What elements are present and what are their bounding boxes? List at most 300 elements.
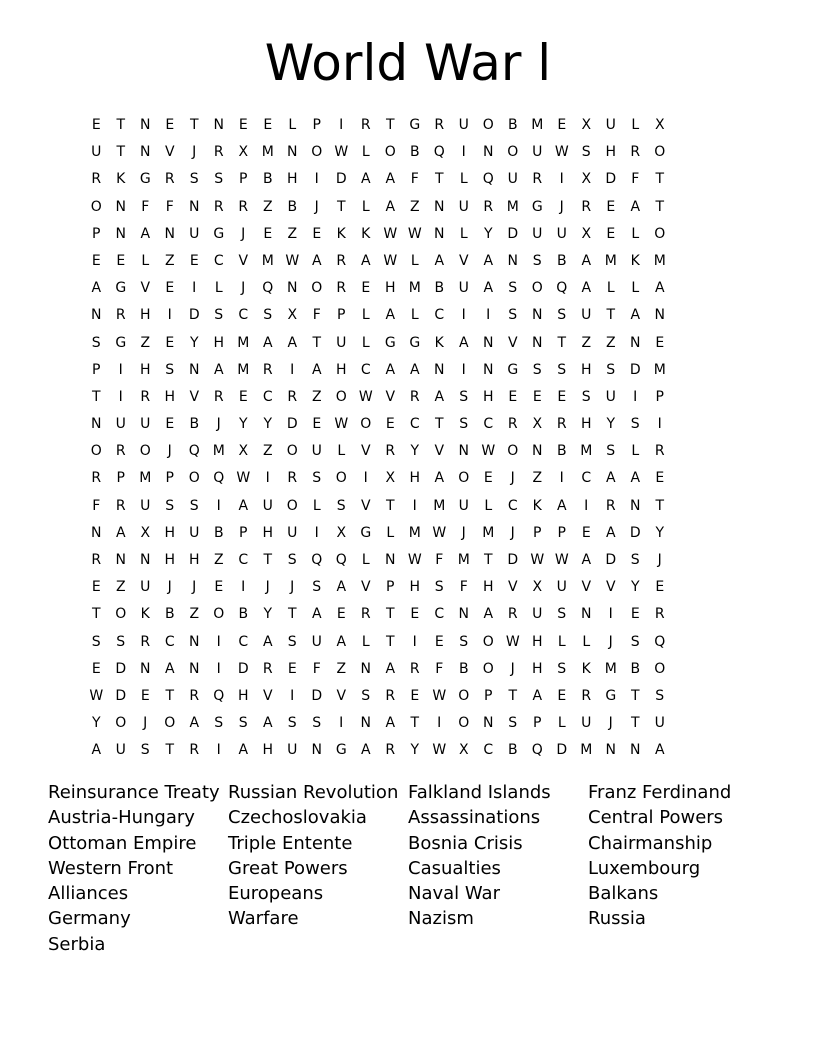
grid-letter[interactable]: C: [262, 388, 273, 405]
grid-letter[interactable]: U: [458, 117, 469, 133]
grid-letter[interactable]: D: [237, 660, 249, 677]
grid-letter[interactable]: S: [287, 633, 297, 650]
grid-letter[interactable]: A: [91, 280, 102, 297]
grid-letter[interactable]: Y: [91, 715, 101, 732]
grid-letter[interactable]: G: [335, 742, 347, 759]
grid-letter[interactable]: N: [91, 524, 102, 541]
grid-letter[interactable]: I: [363, 470, 368, 487]
grid-letter[interactable]: J: [608, 633, 613, 650]
grid-letter[interactable]: A: [91, 742, 102, 759]
grid-letter[interactable]: V: [434, 443, 445, 460]
grid-letter[interactable]: F: [165, 198, 174, 215]
grid-letter[interactable]: R: [556, 416, 567, 433]
grid-letter[interactable]: T: [434, 416, 444, 433]
grid-letter[interactable]: H: [237, 687, 249, 704]
grid-letter[interactable]: J: [192, 144, 197, 161]
grid-letter[interactable]: Z: [605, 334, 616, 351]
grid-letter[interactable]: L: [557, 633, 566, 650]
grid-letter[interactable]: L: [557, 715, 566, 732]
grid-letter[interactable]: V: [581, 579, 592, 596]
grid-letter[interactable]: O: [531, 280, 543, 297]
grid-letter[interactable]: N: [287, 144, 298, 161]
grid-letter[interactable]: Z: [164, 252, 175, 269]
grid-letter[interactable]: E: [312, 225, 322, 242]
grid-letter[interactable]: X: [532, 579, 543, 596]
grid-letter[interactable]: G: [605, 687, 617, 704]
grid-letter[interactable]: L: [361, 198, 370, 215]
grid-letter[interactable]: S: [312, 470, 322, 487]
grid-letter[interactable]: H: [213, 334, 225, 351]
grid-letter[interactable]: Z: [262, 443, 273, 460]
grid-letter[interactable]: Q: [335, 552, 347, 568]
grid-letter[interactable]: S: [508, 307, 518, 324]
grid-letter[interactable]: O: [654, 144, 666, 161]
grid-letter[interactable]: L: [361, 334, 370, 351]
grid-letter[interactable]: N: [630, 742, 641, 759]
grid-letter[interactable]: P: [165, 470, 174, 487]
grid-letter[interactable]: H: [139, 307, 151, 324]
grid-letter[interactable]: N: [630, 497, 641, 514]
grid-letter[interactable]: L: [141, 252, 150, 269]
grid-letter[interactable]: R: [238, 198, 249, 215]
grid-letter[interactable]: I: [657, 416, 662, 433]
grid-letter[interactable]: N: [483, 715, 494, 732]
grid-letter[interactable]: U: [581, 307, 592, 324]
grid-letter[interactable]: L: [459, 225, 468, 242]
grid-letter[interactable]: W: [383, 225, 398, 242]
grid-letter[interactable]: R: [115, 443, 126, 460]
grid-letter[interactable]: E: [312, 416, 322, 433]
grid-letter[interactable]: O: [654, 660, 666, 677]
grid-letter[interactable]: I: [559, 171, 564, 188]
grid-letter[interactable]: A: [654, 742, 665, 759]
grid-letter[interactable]: S: [557, 307, 567, 324]
grid-letter[interactable]: N: [458, 606, 469, 623]
grid-letter[interactable]: E: [557, 388, 567, 405]
grid-letter[interactable]: V: [360, 579, 371, 596]
grid-letter[interactable]: I: [216, 633, 221, 650]
grid-letter[interactable]: P: [655, 388, 664, 405]
grid-letter[interactable]: L: [582, 633, 591, 650]
grid-letter[interactable]: O: [384, 144, 396, 161]
grid-letter[interactable]: L: [361, 144, 370, 161]
grid-letter[interactable]: B: [189, 416, 200, 433]
grid-letter[interactable]: S: [336, 497, 346, 514]
grid-letter[interactable]: Y: [189, 334, 199, 351]
grid-letter[interactable]: T: [630, 687, 640, 704]
grid-letter[interactable]: N: [287, 280, 298, 297]
grid-letter[interactable]: S: [263, 307, 273, 324]
grid-letter[interactable]: A: [115, 524, 126, 541]
grid-letter[interactable]: I: [290, 361, 295, 378]
grid-letter[interactable]: Q: [311, 552, 323, 568]
grid-letter[interactable]: M: [482, 524, 495, 541]
grid-letter[interactable]: Y: [410, 443, 420, 460]
grid-letter[interactable]: J: [510, 524, 515, 541]
grid-letter[interactable]: N: [360, 715, 371, 732]
grid-letter[interactable]: E: [361, 280, 371, 297]
grid-letter[interactable]: F: [141, 198, 150, 215]
grid-letter[interactable]: M: [457, 552, 470, 568]
grid-letter[interactable]: H: [482, 579, 494, 596]
grid-letter[interactable]: U: [311, 633, 322, 650]
grid-letter[interactable]: W: [481, 443, 496, 460]
grid-letter[interactable]: M: [506, 198, 519, 215]
grid-letter[interactable]: E: [140, 687, 150, 704]
grid-letter[interactable]: A: [311, 361, 322, 378]
grid-letter[interactable]: G: [531, 198, 543, 215]
grid-letter[interactable]: F: [631, 171, 640, 188]
grid-letter[interactable]: R: [507, 606, 518, 623]
grid-letter[interactable]: T: [165, 687, 175, 704]
grid-letter[interactable]: B: [409, 144, 420, 161]
grid-letter[interactable]: O: [482, 117, 494, 133]
grid-letter[interactable]: T: [91, 606, 101, 623]
grid-letter[interactable]: D: [507, 225, 519, 242]
grid-letter[interactable]: B: [507, 742, 518, 759]
grid-letter[interactable]: L: [361, 307, 370, 324]
grid-letter[interactable]: W: [236, 470, 251, 487]
grid-letter[interactable]: O: [115, 606, 127, 623]
grid-letter[interactable]: Z: [409, 198, 420, 215]
grid-letter[interactable]: X: [287, 307, 298, 324]
grid-letter[interactable]: E: [238, 117, 248, 133]
grid-letter[interactable]: W: [554, 144, 569, 161]
grid-letter[interactable]: T: [189, 117, 199, 133]
grid-letter[interactable]: Z: [189, 606, 200, 623]
grid-letter[interactable]: R: [287, 388, 298, 405]
grid-letter[interactable]: D: [556, 742, 568, 759]
grid-letter[interactable]: S: [581, 144, 591, 161]
grid-letter[interactable]: I: [339, 715, 344, 732]
grid-letter[interactable]: H: [164, 524, 176, 541]
grid-letter[interactable]: Z: [336, 660, 347, 677]
grid-letter[interactable]: N: [532, 443, 543, 460]
grid-letter[interactable]: O: [139, 443, 151, 460]
grid-letter[interactable]: F: [410, 171, 419, 188]
grid-letter[interactable]: K: [581, 660, 591, 677]
grid-letter[interactable]: E: [238, 388, 248, 405]
grid-letter[interactable]: Q: [482, 171, 494, 188]
grid-letter[interactable]: E: [91, 117, 101, 133]
grid-letter[interactable]: N: [213, 117, 224, 133]
grid-letter[interactable]: Z: [262, 198, 273, 215]
grid-letter[interactable]: S: [508, 280, 518, 297]
grid-letter[interactable]: T: [312, 334, 322, 351]
grid-letter[interactable]: A: [213, 361, 224, 378]
grid-letter[interactable]: A: [385, 307, 396, 324]
grid-letter[interactable]: A: [238, 497, 249, 514]
grid-letter[interactable]: L: [386, 524, 395, 541]
grid-letter[interactable]: S: [238, 715, 248, 732]
grid-letter[interactable]: M: [408, 524, 421, 541]
grid-letter[interactable]: G: [360, 524, 372, 541]
grid-letter[interactable]: I: [314, 171, 319, 188]
grid-letter[interactable]: P: [312, 117, 321, 133]
grid-letter[interactable]: Y: [263, 416, 273, 433]
grid-letter[interactable]: A: [262, 334, 273, 351]
grid-letter[interactable]: I: [216, 742, 221, 759]
grid-letter[interactable]: A: [581, 280, 592, 297]
grid-letter[interactable]: M: [653, 252, 666, 269]
grid-letter[interactable]: H: [188, 552, 200, 568]
grid-letter[interactable]: R: [115, 497, 126, 514]
grid-letter[interactable]: I: [584, 497, 589, 514]
grid-letter[interactable]: N: [189, 198, 200, 215]
grid-letter[interactable]: N: [483, 334, 494, 351]
grid-letter[interactable]: Q: [262, 280, 274, 297]
grid-letter[interactable]: U: [287, 524, 298, 541]
grid-letter[interactable]: W: [334, 144, 349, 161]
grid-letter[interactable]: E: [434, 633, 444, 650]
grid-letter[interactable]: B: [164, 606, 175, 623]
grid-letter[interactable]: D: [629, 361, 641, 378]
grid-letter[interactable]: X: [654, 117, 665, 133]
grid-letter[interactable]: K: [140, 606, 150, 623]
grid-letter[interactable]: U: [262, 497, 273, 514]
grid-letter[interactable]: J: [241, 280, 246, 297]
grid-letter[interactable]: R: [605, 497, 616, 514]
grid-letter[interactable]: O: [311, 144, 323, 161]
grid-letter[interactable]: V: [262, 687, 273, 704]
grid-letter[interactable]: D: [311, 687, 323, 704]
grid-letter[interactable]: N: [140, 552, 151, 568]
grid-letter[interactable]: R: [483, 198, 494, 215]
grid-letter[interactable]: A: [385, 660, 396, 677]
grid-letter[interactable]: N: [189, 660, 200, 677]
grid-letter[interactable]: A: [605, 470, 616, 487]
grid-letter[interactable]: I: [290, 687, 295, 704]
grid-letter[interactable]: C: [238, 633, 249, 650]
grid-letter[interactable]: W: [334, 416, 349, 433]
grid-letter[interactable]: H: [580, 416, 592, 433]
grid-letter[interactable]: M: [433, 497, 446, 514]
grid-letter[interactable]: H: [164, 388, 176, 405]
grid-letter[interactable]: J: [510, 660, 515, 677]
grid-letter[interactable]: Q: [213, 687, 225, 704]
grid-letter[interactable]: C: [483, 742, 494, 759]
grid-letter[interactable]: S: [459, 388, 469, 405]
grid-letter[interactable]: D: [605, 552, 617, 568]
grid-letter[interactable]: V: [360, 497, 371, 514]
grid-letter[interactable]: U: [140, 579, 151, 596]
grid-letter[interactable]: H: [409, 579, 421, 596]
grid-letter[interactable]: Z: [287, 225, 298, 242]
grid-letter[interactable]: S: [557, 361, 567, 378]
grid-letter[interactable]: R: [654, 606, 665, 623]
grid-letter[interactable]: V: [336, 687, 347, 704]
grid-letter[interactable]: C: [409, 416, 420, 433]
grid-letter[interactable]: X: [581, 225, 592, 242]
grid-letter[interactable]: P: [92, 361, 101, 378]
grid-letter[interactable]: O: [335, 388, 347, 405]
grid-letter[interactable]: Z: [115, 579, 126, 596]
grid-letter[interactable]: J: [290, 579, 295, 596]
grid-letter[interactable]: R: [213, 388, 224, 405]
grid-letter[interactable]: V: [164, 144, 175, 161]
grid-letter[interactable]: E: [165, 117, 175, 133]
grid-letter[interactable]: W: [285, 252, 300, 269]
grid-letter[interactable]: U: [507, 171, 518, 188]
grid-letter[interactable]: J: [265, 579, 270, 596]
grid-letter[interactable]: N: [360, 660, 371, 677]
grid-letter[interactable]: T: [434, 171, 444, 188]
grid-letter[interactable]: R: [434, 117, 445, 133]
grid-letter[interactable]: U: [556, 579, 567, 596]
grid-letter[interactable]: J: [167, 443, 172, 460]
grid-letter[interactable]: S: [189, 497, 199, 514]
grid-letter[interactable]: S: [459, 633, 469, 650]
grid-letter[interactable]: L: [288, 117, 297, 133]
grid-letter[interactable]: S: [214, 307, 224, 324]
grid-letter[interactable]: O: [90, 443, 102, 460]
grid-letter[interactable]: I: [412, 633, 417, 650]
grid-letter[interactable]: E: [557, 687, 567, 704]
grid-letter[interactable]: J: [241, 225, 246, 242]
grid-letter[interactable]: A: [483, 252, 494, 269]
grid-letter[interactable]: T: [655, 198, 665, 215]
grid-letter[interactable]: E: [116, 252, 126, 269]
grid-letter[interactable]: A: [458, 334, 469, 351]
grid-letter[interactable]: T: [116, 144, 126, 161]
grid-letter[interactable]: E: [165, 416, 175, 433]
grid-letter[interactable]: P: [92, 225, 101, 242]
grid-letter[interactable]: Q: [213, 470, 225, 487]
grid-letter[interactable]: E: [557, 117, 567, 133]
grid-letter[interactable]: U: [581, 715, 592, 732]
grid-letter[interactable]: H: [262, 742, 274, 759]
grid-letter[interactable]: U: [532, 606, 543, 623]
grid-letter[interactable]: S: [189, 171, 199, 188]
grid-letter[interactable]: R: [409, 660, 420, 677]
grid-letter[interactable]: U: [458, 280, 469, 297]
grid-letter[interactable]: V: [605, 579, 616, 596]
grid-letter[interactable]: O: [311, 280, 323, 297]
grid-letter[interactable]: S: [630, 416, 640, 433]
grid-letter[interactable]: T: [385, 117, 395, 133]
grid-letter[interactable]: M: [237, 334, 250, 351]
grid-letter[interactable]: V: [360, 443, 371, 460]
grid-letter[interactable]: S: [140, 742, 150, 759]
grid-letter[interactable]: M: [212, 443, 225, 460]
grid-letter[interactable]: D: [286, 416, 298, 433]
grid-letter[interactable]: J: [461, 524, 466, 541]
grid-letter[interactable]: N: [483, 144, 494, 161]
grid-letter[interactable]: H: [262, 524, 274, 541]
grid-letter[interactable]: X: [581, 171, 592, 188]
grid-letter[interactable]: A: [164, 660, 175, 677]
grid-letter[interactable]: R: [654, 443, 665, 460]
grid-letter[interactable]: N: [140, 117, 151, 133]
grid-letter[interactable]: Z: [532, 470, 543, 487]
grid-letter[interactable]: C: [434, 307, 445, 324]
grid-letter[interactable]: F: [459, 579, 468, 596]
grid-letter[interactable]: E: [385, 416, 395, 433]
grid-letter[interactable]: R: [581, 198, 592, 215]
grid-letter[interactable]: U: [140, 416, 151, 433]
grid-letter[interactable]: L: [459, 171, 468, 188]
grid-letter[interactable]: Y: [263, 606, 273, 623]
grid-letter[interactable]: T: [655, 171, 665, 188]
grid-letter[interactable]: N: [434, 225, 445, 242]
grid-letter[interactable]: O: [458, 715, 470, 732]
grid-letter[interactable]: Z: [213, 552, 224, 568]
grid-letter[interactable]: W: [505, 633, 520, 650]
grid-letter[interactable]: N: [140, 144, 151, 161]
grid-letter[interactable]: E: [214, 579, 224, 596]
grid-letter[interactable]: S: [557, 660, 567, 677]
grid-letter[interactable]: I: [216, 497, 221, 514]
grid-letter[interactable]: I: [118, 361, 123, 378]
grid-letter[interactable]: N: [311, 742, 322, 759]
grid-letter[interactable]: O: [213, 606, 225, 623]
grid-letter[interactable]: N: [115, 225, 126, 242]
grid-letter[interactable]: R: [164, 171, 175, 188]
grid-letter[interactable]: A: [409, 361, 420, 378]
grid-letter[interactable]: Q: [556, 280, 568, 297]
grid-letter[interactable]: D: [605, 171, 617, 188]
grid-letter[interactable]: M: [604, 660, 617, 677]
grid-letter[interactable]: U: [556, 225, 567, 242]
grid-letter[interactable]: H: [605, 144, 617, 161]
grid-letter[interactable]: C: [483, 416, 494, 433]
grid-letter[interactable]: R: [140, 633, 151, 650]
grid-letter[interactable]: I: [437, 715, 442, 732]
grid-letter[interactable]: H: [286, 171, 298, 188]
grid-letter[interactable]: O: [458, 687, 470, 704]
grid-letter[interactable]: R: [507, 416, 518, 433]
grid-letter[interactable]: B: [458, 660, 469, 677]
grid-letter[interactable]: J: [216, 416, 221, 433]
grid-letter[interactable]: I: [461, 307, 466, 324]
grid-letter[interactable]: R: [140, 388, 151, 405]
grid-letter[interactable]: N: [532, 334, 543, 351]
grid-letter[interactable]: F: [312, 660, 321, 677]
grid-letter[interactable]: B: [287, 198, 298, 215]
grid-letter[interactable]: U: [605, 388, 616, 405]
grid-letter[interactable]: S: [532, 252, 542, 269]
grid-letter[interactable]: J: [608, 715, 613, 732]
grid-letter[interactable]: W: [358, 388, 373, 405]
grid-letter[interactable]: P: [533, 524, 542, 541]
grid-letter[interactable]: B: [262, 171, 273, 188]
grid-letter[interactable]: O: [507, 443, 519, 460]
grid-letter[interactable]: X: [336, 524, 347, 541]
grid-letter[interactable]: A: [385, 361, 396, 378]
grid-letter[interactable]: E: [336, 606, 346, 623]
grid-letter[interactable]: A: [287, 334, 298, 351]
grid-letter[interactable]: M: [604, 252, 617, 269]
grid-letter[interactable]: R: [287, 470, 298, 487]
grid-letter[interactable]: K: [116, 171, 126, 188]
grid-letter[interactable]: A: [360, 171, 371, 188]
grid-letter[interactable]: E: [606, 198, 616, 215]
grid-letter[interactable]: J: [510, 470, 515, 487]
grid-letter[interactable]: E: [655, 334, 665, 351]
grid-letter[interactable]: I: [118, 388, 123, 405]
grid-letter[interactable]: I: [486, 307, 491, 324]
grid-letter[interactable]: U: [336, 334, 347, 351]
grid-letter[interactable]: R: [385, 742, 396, 759]
grid-letter[interactable]: T: [557, 334, 567, 351]
grid-letter[interactable]: V: [140, 280, 151, 297]
grid-letter[interactable]: H: [531, 633, 543, 650]
grid-letter[interactable]: P: [484, 687, 493, 704]
grid-letter[interactable]: C: [213, 252, 224, 269]
grid-letter[interactable]: L: [484, 497, 493, 514]
grid-letter[interactable]: N: [605, 742, 616, 759]
grid-letter[interactable]: J: [192, 579, 197, 596]
